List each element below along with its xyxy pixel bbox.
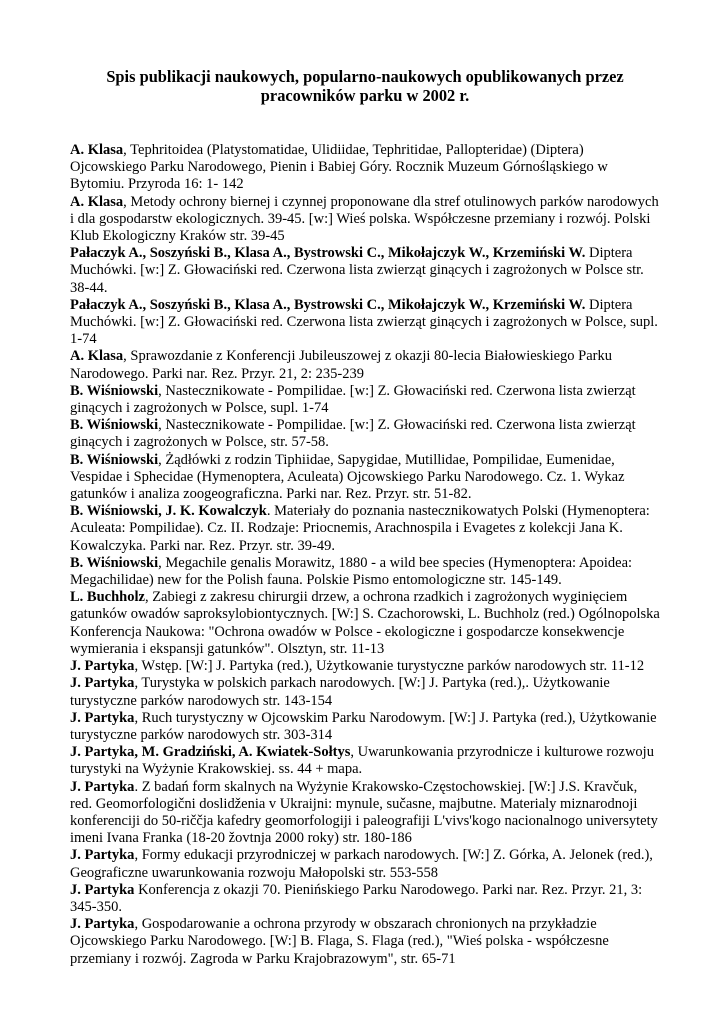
entry-citation: , Uwarunkowania przyrodnicze i kulturowe rozwoju turystyki na Wyżynie Krakowskiej. ss. 44 + mapa. <box>70 744 654 778</box>
publication-entry <box>70 658 660 675</box>
entry-authors: B. Wiśniowski, J. K. Kowalczyk <box>70 503 267 520</box>
document-page <box>70 67 660 968</box>
entry-authors: J. Partyka <box>70 675 135 692</box>
entry-citation: , Sprawozdanie z Konferencji Jubileuszowej z okazji 80-lecia Białowieskiego Parku Narodowego. Parki nar. Rez. Przyr. 21, 2: 235-239 <box>70 348 612 382</box>
entry-authors: B. Wiśniowski <box>70 417 159 434</box>
publication-entry <box>70 744 660 778</box>
publication-entry <box>70 194 660 246</box>
entry-citation: , Wstęp. [W:] J. Partyka (red.), Użytkowanie turystyczne parków narodowych str. 11-12 <box>134 658 645 675</box>
entry-authors: J. Partyka <box>70 881 135 898</box>
entry-citation: Diptera Muchówki. [w:] Z. Głowaciński red. Czerwona lista zwierząt ginących i zagrożonych w Polsce, supl. 1-74 <box>70 296 658 348</box>
entry-authors: L. Buchholz <box>70 589 145 606</box>
entry-authors: Pałaczyk A., Soszyński B., Klasa A., Bystrowski C., Mikołajczyk W., Krzemiński W. <box>70 296 586 313</box>
publication-entry <box>70 882 660 916</box>
publication-entry <box>70 555 660 589</box>
entry-citation: , Tephritoidea (Platystomatidae, Ulidiidae, Tephritidae, Pallopteridae) (Diptera) Ojcowskiego Parku Narodowego, Pienin i Babiej Góry. Rocznik Muzeum Górnośląskiego w Bytomiu. Przyroda 16: 1- 142 <box>70 142 608 193</box>
entry-authors: Pałaczyk A., Soszyński B., Klasa A., Bystrowski C., Mikołajczyk W., Krzemiński W. <box>70 245 586 262</box>
document-title <box>70 67 660 105</box>
entry-citation: , Formy edukacji przyrodniczej w parkach narodowych. [W:] Z. Górka, A. Jelonek (red.), Geograficzne uwarunkowania rozwoju Małopolski str. 553-558 <box>70 847 653 881</box>
entry-citation: , Nastecznikowate - Pompilidae. [w:] Z. Głowaciński red. Czerwona lista zwierząt ginących i zagrożonych w Polsce, str. 57-58. <box>70 417 636 451</box>
title-line-2: pracowników parku w 2002 r. <box>260 86 470 105</box>
publication-entry <box>70 847 660 881</box>
publication-entry <box>70 417 660 451</box>
entry-authors: J. Partyka, M. Gradziński, A. Kwiatek-Sołtys <box>70 744 351 761</box>
entry-citation: , Ruch turystyczny w Ojcowskim Parku Narodowym. [W:] J. Partyka (red.), Użytkowanie turystyczne parków narodowych str. 303-314 <box>70 709 657 743</box>
entry-authors: B. Wiśniowski <box>70 382 159 399</box>
entry-authors: B. Wiśniowski <box>70 451 159 468</box>
publication-entry <box>70 589 660 658</box>
publication-entry <box>70 142 660 194</box>
entry-citation: , Metody ochrony biernej i czynnej proponowane dla stref otulinowych parków narodowych i dla gospodarstw ekologicznych. 39-45. [w:] Wieś polska. Współczesne przemiany i rozwój. Polski Klub Ekologiczny Kraków str. 39-45 <box>70 193 659 245</box>
entry-authors: J. Partyka <box>70 658 135 675</box>
entry-citation: , Żądłówki z rodzin Tiphiidae, Sapygidae, Mutillidae, Pompilidae, Eumenidae, Vespidae i Sphecidae (Hymenoptera, Aculeata) Ojcowskiego Parku Narodowego. Cz. 1. Wykaz gatunków i analiza zoogeograficzna. Parki nar. Rez. Przyr. str. 51-82. <box>70 451 625 503</box>
publication-entry <box>70 779 660 848</box>
publication-entry <box>70 503 660 555</box>
entry-authors: J. Partyka <box>70 916 135 933</box>
entry-authors: J. Partyka <box>70 709 135 726</box>
entry-citation: , Zabiegi z zakresu chirurgii drzew, a ochrona rzadkich i zagrożonych wyginięciem gatunków owadów saproksylobiontycznych. [W:] S. Czachorowski, L. Buchholz (red.) Ogólnopolska Konferencja Naukowa: "Ochrona owadów w Polsce - ekologiczne i gospodarcze konsekwencje wymierania i ekspansji gatunków". Olsztyn, str. 11-13 <box>70 589 660 657</box>
entry-citation: , Nastecznikowate - Pompilidae. [w:] Z. Głowaciński red. Czerwona lista zwierząt ginących i zagrożonych w Polsce, supl. 1-74 <box>70 382 636 417</box>
publication-entry <box>70 452 660 504</box>
entry-authors: B. Wiśniowski <box>70 554 159 571</box>
publication-list <box>70 142 660 968</box>
entry-citation: . Z badań form skalnych na Wyżynie Krakowsko-Częstochowskiej. [W:] J.S. Kravčuk, red. Geomorfologični doslidženia v Ukraijni: mynule, sučasne, majbutne. Materialy miznarodnoji konferenciji do 50-riččja kafedry geomorfologiji i paleografiji L'vivs'kogo nacionalnogo universytety imeni Ivana Franka (18-20 žovtnja 2000 roky) str. 180-186 <box>70 778 658 847</box>
publication-entry <box>70 383 660 417</box>
entry-citation: , Megachile genalis Morawitz, 1880 - a wild bee species (Hymenoptera: Apoidea: Megachilidae) new for the Polish fauna. Polskie Pismo entomologiczne str. 145-149. <box>70 554 633 589</box>
entry-authors: J. Partyka <box>70 778 135 795</box>
publication-entry <box>70 916 660 968</box>
entry-citation: , Turystyka w polskich parkach narodowych. [W:] J. Partyka (red.),. Użytkowanie turystyczne parków narodowych str. 143-154 <box>70 675 610 709</box>
entry-authors: A. Klasa <box>70 348 124 365</box>
title-line-1: Spis publikacji naukowych, popularno-naukowych opublikowanych przez <box>106 67 624 86</box>
entry-citation: Diptera Muchówki. [w:] Z. Głowaciński red. Czerwona lista zwierząt ginących i zagrożonych w Polsce str. 38-44. <box>70 245 644 296</box>
publication-entry <box>70 348 660 382</box>
publication-entry <box>70 245 660 297</box>
publication-entry <box>70 675 660 709</box>
publication-entry <box>70 297 660 349</box>
publication-entry <box>70 710 660 744</box>
entry-authors: A. Klasa <box>70 193 124 210</box>
entry-citation: , Gospodarowanie a ochrona przyrody w obszarach chronionych na przykładzie Ojcowskiego Parku Narodowego. [W:] B. Flaga, S. Flaga (red.), "Wieś polska - współczesne przemiany i rozwój. Zagroda w Parku Krajobrazowym", str. 65-71 <box>70 916 609 967</box>
entry-authors: A. Klasa <box>70 142 124 158</box>
entry-citation: . Materiały do poznania nastecznikowatych Polski (Hymenoptera: Aculeata: Pompilidae). Cz. II. Rodzaje: Priocnemis, Arachnospila i Evagetes z kolekcji Jana K. Kowalczyka. Parki nar. Rez. Przyr. str. 39-49. <box>70 503 650 554</box>
entry-citation: Konferencja z okazji 70. Pienińskiego Parku Narodowego. Parki nar. Rez. Przyr. 21, 3: 345-350. <box>70 881 643 915</box>
entry-authors: J. Partyka <box>70 847 135 864</box>
